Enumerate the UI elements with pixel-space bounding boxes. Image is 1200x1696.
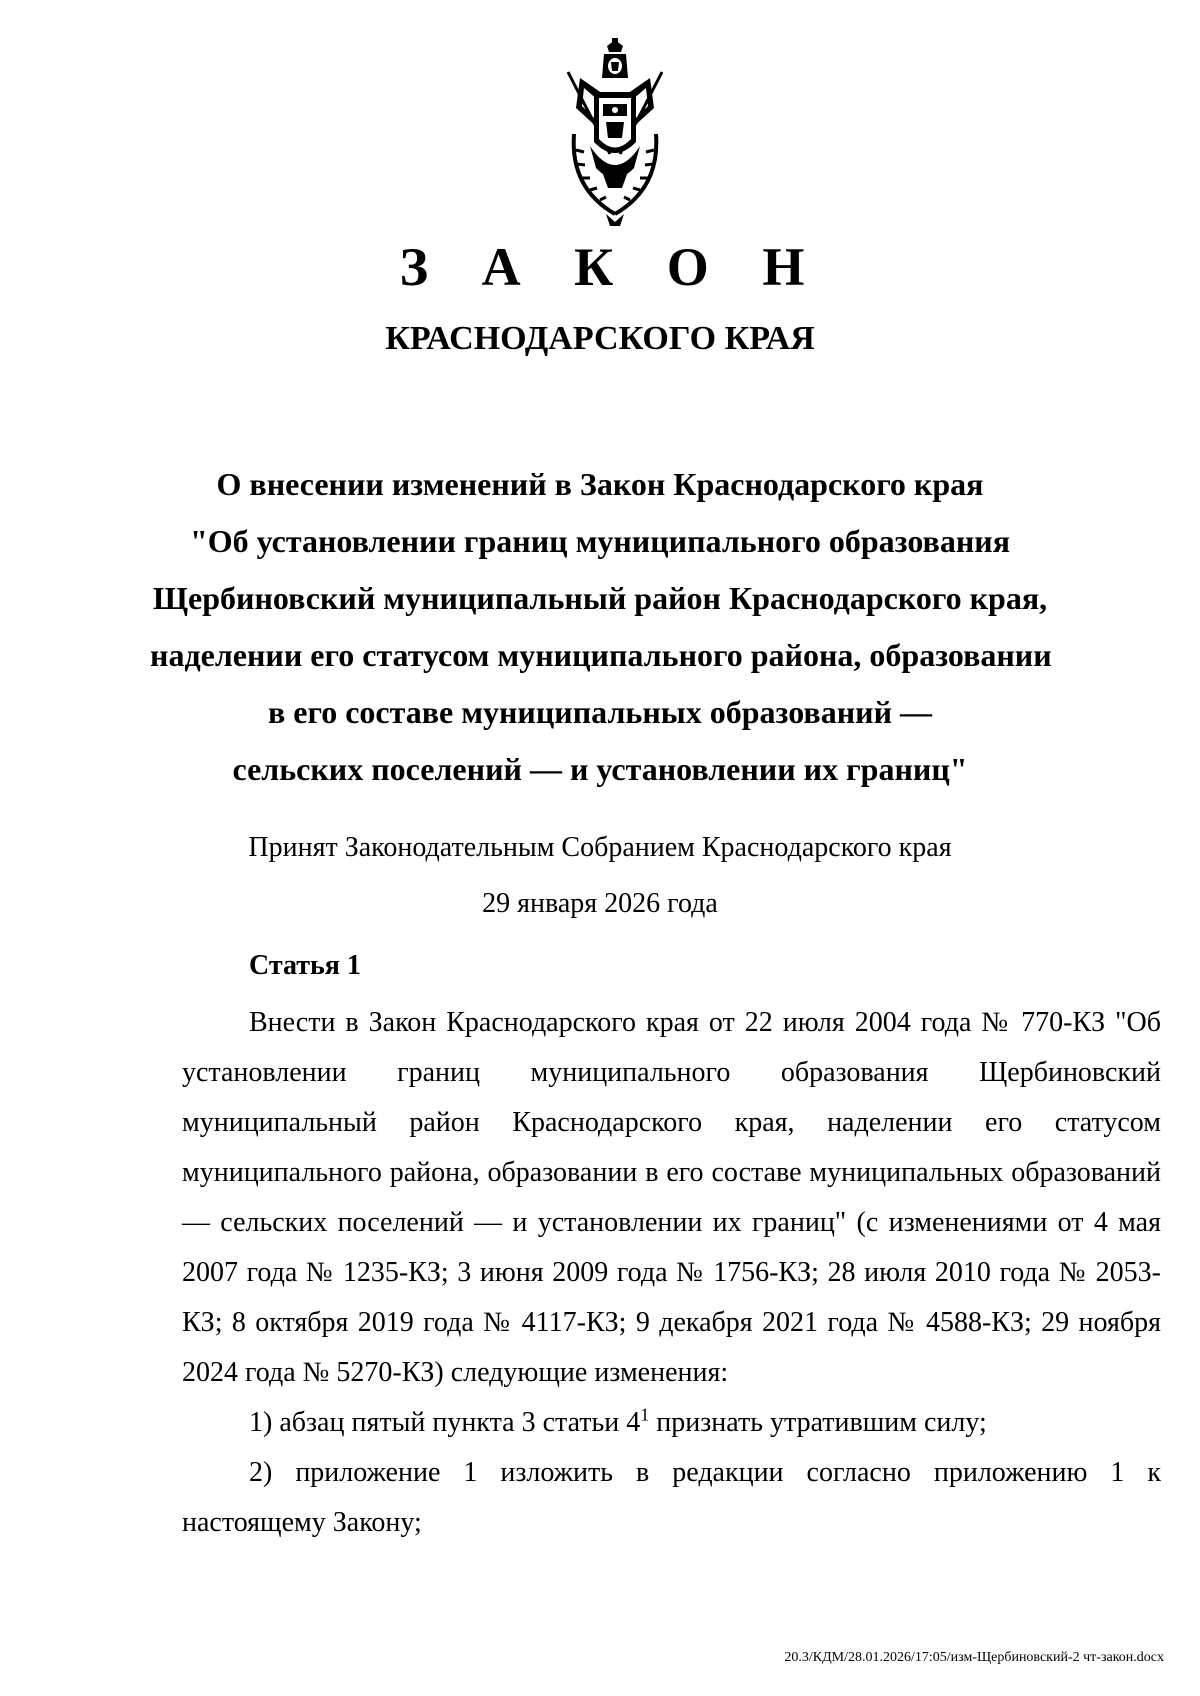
coat-of-arms-emblem xyxy=(560,38,670,228)
item-1-superscript: 1 xyxy=(640,1404,650,1425)
heading-line: Щербиновский муниципальный район Краснодарского края, xyxy=(152,580,1048,616)
file-reference: 20.3/КДМ/28.01.2026/17:05/изм-Щербиновский-2 чт-закон.docx xyxy=(784,1650,1164,1665)
heading-line: "Об установлении границ муниципального образования xyxy=(189,523,1011,559)
item-1-text: 1) абзац пятый пункта 3 статьи 4 xyxy=(249,1407,641,1438)
adoption-body: Принят Законодательным Собранием Краснодарского края xyxy=(248,832,952,863)
law-heading xyxy=(150,456,1050,798)
article-title: Статья 1 xyxy=(249,950,361,981)
heading-line: наделении его статусом муниципального района, образовании xyxy=(150,637,1052,673)
issuer-subtitle: КРАСНОДАРСКОГО КРАЯ xyxy=(385,320,815,357)
article-item-1 xyxy=(182,1398,1161,1448)
document-type-title: З А К О Н xyxy=(399,237,825,297)
article-intro-paragraph: Внести в Закон Краснодарского края от 22 июля 2004 года № 770-КЗ "Об установлении границ муниципального образования Щербиновский муниципальный район Краснодарского края, наделении его статусом муниципального района, образовании в его составе муниципальных образований — сельских поселений — и установлении их границ" (с изменениями от 4 мая 2007 года № 1235-КЗ; 3 июня 2009 года № 1756-КЗ; 28 июля 2010 года № 2053-КЗ; 8 октября 2019 года № 4117-КЗ; 9 декабря 2021 года № 4588-КЗ; 29 ноября 2024 года № 5270-КЗ) следующие изменения: xyxy=(182,1007,1161,1388)
article-item-2: 2) приложение 1 изложить в редакции согласно приложению 1 к настоящему Закону; xyxy=(182,1457,1161,1538)
heading-line: в его составе муниципальных образований — xyxy=(267,694,933,730)
adoption-note xyxy=(0,820,1200,932)
item-1-text-end: признать утратившим силу; xyxy=(649,1407,987,1438)
adoption-date: 29 января 2026 года xyxy=(482,888,718,919)
heading-line: О внесении изменений в Закон Краснодарского края xyxy=(216,466,984,502)
heading-line: сельских поселений — и установлении их границ" xyxy=(232,751,968,787)
article-body xyxy=(182,998,1161,1548)
